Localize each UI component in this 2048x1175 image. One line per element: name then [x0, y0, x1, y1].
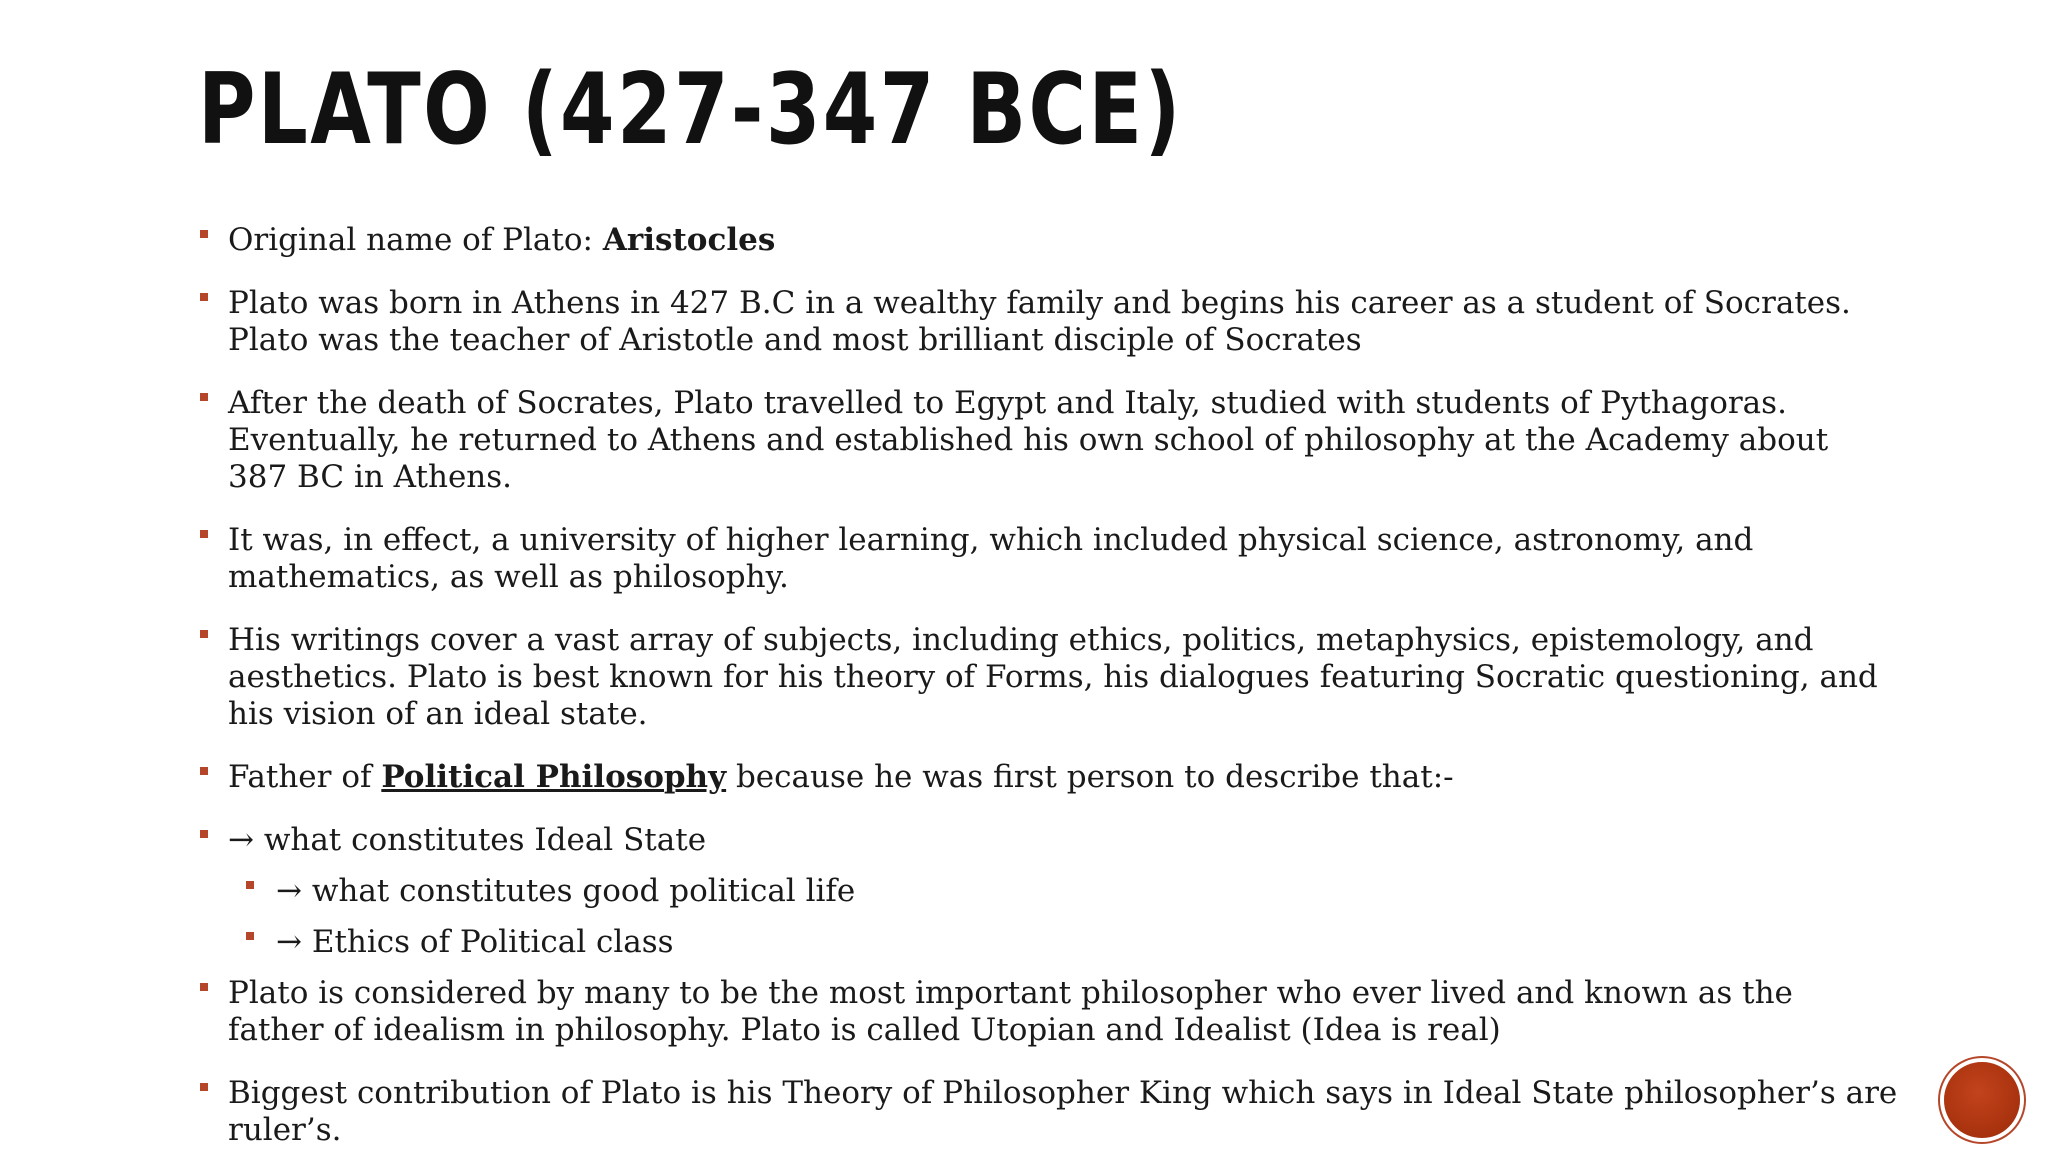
bullet-marker-icon	[200, 230, 208, 238]
bullet-text: aesthetics. Plato is best known for his theory of Forms, his dialogues featuring Socratic questioning, and	[228, 659, 1878, 695]
bullet-line	[228, 222, 1896, 259]
bullet-text: Plato is considered by many to be the most important philosopher who ever lived and known as the	[228, 975, 1793, 1011]
bullet-text: It was, in effect, a university of higher learning, which included physical science, astronomy, and	[228, 522, 1754, 558]
slide-badge-icon	[1944, 1062, 2020, 1138]
bullet-line	[228, 1112, 1896, 1149]
bullet-line	[276, 924, 1896, 961]
slide-title: PLATO (427-347 BCE)	[198, 53, 1183, 167]
bullet-line	[228, 285, 1896, 322]
bullet-text: → what constitutes Ideal State	[228, 822, 707, 858]
bullet-line	[228, 659, 1896, 696]
bullet-line	[228, 459, 1896, 496]
bullet-text: Biggest contribution of Plato is his Theory of Philosopher King which says in Ideal State philosopher’s are	[228, 1075, 1898, 1111]
bullet-line	[228, 696, 1896, 733]
bullet-text: his vision of an ideal state.	[228, 696, 648, 732]
bullet-line	[276, 873, 1896, 910]
bullet-text: ruler’s.	[228, 1112, 342, 1148]
bullet-item	[196, 759, 1896, 796]
bullet-line	[228, 385, 1896, 422]
bullet-text: father of idealism in philosophy. Plato is called Utopian and Idealist (Idea is real)	[228, 1012, 1501, 1048]
sub-bullet-item	[196, 873, 1896, 910]
bullet-line	[228, 322, 1896, 359]
bullet-line	[228, 622, 1896, 659]
bullet-text: 387 BC in Athens.	[228, 459, 513, 495]
sub-bullet-item	[196, 924, 1896, 961]
bullet-line	[228, 1075, 1896, 1112]
bullet-text: because he was first person to describe that:-	[726, 759, 1454, 795]
emphasis-text: Aristocles	[602, 222, 776, 258]
bullet-marker-icon	[200, 767, 208, 775]
bullet-line	[228, 559, 1896, 596]
bullet-item	[196, 285, 1896, 359]
bullet-text: Plato was born in Athens in 427 B.C in a wealthy family and begins his career as a student of Socrates.	[228, 285, 1851, 321]
bullet-item	[196, 522, 1896, 596]
bullet-marker-icon	[200, 293, 208, 301]
bullet-marker-icon	[200, 393, 208, 401]
bullet-marker-icon	[200, 530, 208, 538]
bullet-line	[228, 1012, 1896, 1049]
bullet-marker-icon	[200, 1083, 208, 1091]
bullet-line	[228, 759, 1896, 796]
bullet-line	[228, 822, 1896, 859]
bullet-marker-icon	[246, 881, 254, 889]
bullet-text: → what constitutes good political life	[276, 873, 856, 909]
bullet-item	[196, 975, 1896, 1049]
bullet-item	[196, 385, 1896, 496]
bullet-text: Original name of Plato:	[228, 222, 603, 258]
bullet-line	[228, 422, 1896, 459]
bullet-marker-icon	[200, 830, 208, 838]
emphasis-text: Political Philosophy	[381, 759, 727, 795]
bullet-line	[228, 975, 1896, 1012]
bullet-text: → Ethics of Political class	[276, 924, 674, 960]
bullet-text: Father of	[228, 759, 382, 795]
bullet-item	[196, 1075, 1896, 1149]
bullet-list	[196, 222, 1896, 1175]
bullet-item	[196, 822, 1896, 859]
bullet-item	[196, 222, 1896, 259]
bullet-text: Plato was the teacher of Aristotle and most brilliant disciple of Socrates	[228, 322, 1362, 358]
bullet-text: After the death of Socrates, Plato travelled to Egypt and Italy, studied with students of Pythagoras.	[228, 385, 1787, 421]
bullet-text: mathematics, as well as philosophy.	[228, 559, 789, 595]
bullet-marker-icon	[246, 932, 254, 940]
bullet-text: His writings cover a vast array of subjects, including ethics, politics, metaphysics, epistemology, and	[228, 622, 1814, 658]
bullet-marker-icon	[200, 983, 208, 991]
bullet-line	[228, 522, 1896, 559]
bullet-item	[196, 622, 1896, 733]
bullet-text: Eventually, he returned to Athens and established his own school of philosophy at the Academy about	[228, 422, 1829, 458]
bullet-marker-icon	[200, 630, 208, 638]
